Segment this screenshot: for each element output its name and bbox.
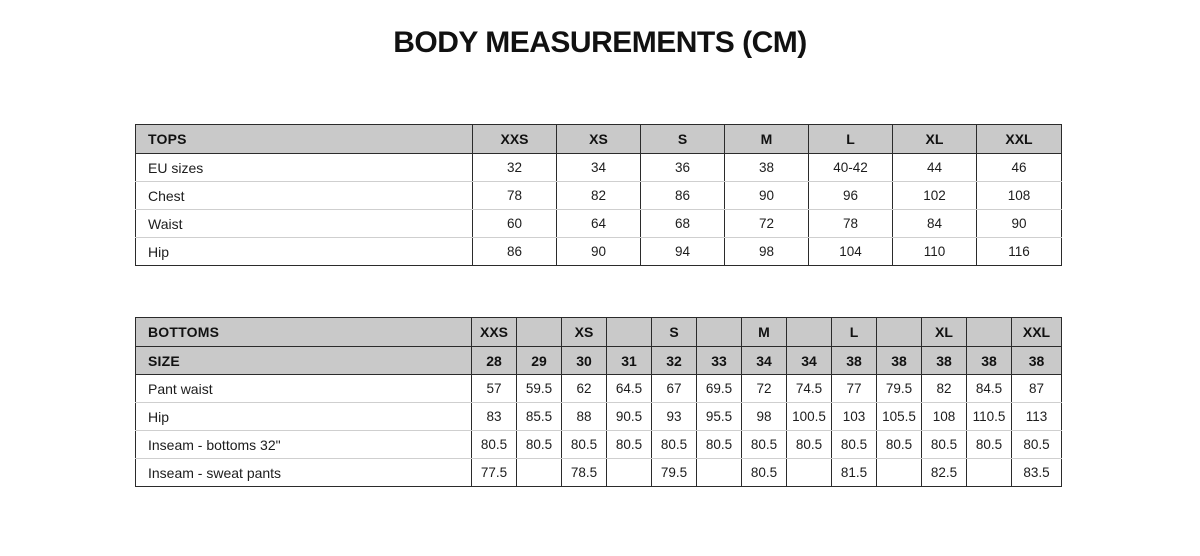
bottoms-subheader-cell: 32: [652, 347, 697, 375]
tops-header-xxs: XXS: [473, 125, 557, 154]
bottoms-header-xxs: XXS: [472, 318, 517, 347]
table-row: [136, 403, 1062, 431]
bottoms-header-blank: [787, 318, 832, 347]
tops-cell: 90: [725, 182, 809, 210]
table-row: [136, 238, 1062, 266]
bottoms-cell: [697, 459, 742, 487]
bottoms-cell: 69.5: [697, 375, 742, 403]
bottoms-header-xs: XS: [562, 318, 607, 347]
tops-cell: 68: [641, 210, 725, 238]
bottoms-cell: 78.5: [562, 459, 607, 487]
tops-cell: 46: [977, 154, 1062, 182]
bottoms-header-label: BOTTOMS: [136, 318, 472, 347]
bottoms-cell: 67: [652, 375, 697, 403]
bottoms-cell: 72: [742, 375, 787, 403]
bottoms-subheader-cell: 29: [517, 347, 562, 375]
bottoms-row-label: Hip: [136, 403, 472, 431]
bottoms-cell: 82: [922, 375, 967, 403]
bottoms-subheader-cell: 31: [607, 347, 652, 375]
tops-row-label: Hip: [136, 238, 473, 266]
bottoms-cell: 82.5: [922, 459, 967, 487]
table-row: [136, 431, 1062, 459]
tops-row-label: EU sizes: [136, 154, 473, 182]
bottoms-cell: 80.5: [472, 431, 517, 459]
tops-header-label: TOPS: [136, 125, 473, 154]
bottoms-cell: [607, 459, 652, 487]
bottoms-cell: 105.5: [877, 403, 922, 431]
tops-cell: 84: [893, 210, 977, 238]
table-row: [136, 375, 1062, 403]
tops-cell: 90: [557, 238, 641, 266]
tops-header-m: M: [725, 125, 809, 154]
bottoms-cell: 77: [832, 375, 877, 403]
bottoms-size-table: [135, 317, 1062, 487]
bottoms-cell: 98: [742, 403, 787, 431]
bottoms-cell: [517, 459, 562, 487]
bottoms-cell: 80.5: [607, 431, 652, 459]
bottoms-subheader-cell: 38: [877, 347, 922, 375]
bottoms-cell: 77.5: [472, 459, 517, 487]
bottoms-subheader-cell: 38: [1012, 347, 1062, 375]
bottoms-subheader-cell: 28: [472, 347, 517, 375]
bottoms-cell: 80.5: [742, 431, 787, 459]
bottoms-cell: 80.5: [517, 431, 562, 459]
tops-cell: 104: [809, 238, 893, 266]
bottoms-cell: 90.5: [607, 403, 652, 431]
table-row: [136, 459, 1062, 487]
bottoms-cell: 93: [652, 403, 697, 431]
bottoms-header-l: L: [832, 318, 877, 347]
tops-cell: 72: [725, 210, 809, 238]
tops-header-xl: XL: [893, 125, 977, 154]
tops-cell: 60: [473, 210, 557, 238]
tops-cell: 110: [893, 238, 977, 266]
tops-cell: 32: [473, 154, 557, 182]
tops-row-label: Chest: [136, 182, 473, 210]
bottoms-cell: 88: [562, 403, 607, 431]
bottoms-header-m: M: [742, 318, 787, 347]
tops-cell: 96: [809, 182, 893, 210]
bottoms-cell: 79.5: [877, 375, 922, 403]
tops-cell: 98: [725, 238, 809, 266]
tops-header-l: L: [809, 125, 893, 154]
bottoms-cell: 80.5: [922, 431, 967, 459]
bottoms-cell: 81.5: [832, 459, 877, 487]
bottoms-cell: [787, 459, 832, 487]
tops-cell: 78: [473, 182, 557, 210]
tops-cell: 44: [893, 154, 977, 182]
tops-cell: 94: [641, 238, 725, 266]
table-row: [136, 182, 1062, 210]
bottoms-cell: 80.5: [697, 431, 742, 459]
table-row: [136, 210, 1062, 238]
bottoms-cell: 80.5: [652, 431, 697, 459]
bottoms-cell: 103: [832, 403, 877, 431]
bottoms-row-label: Inseam - bottoms 32": [136, 431, 472, 459]
bottoms-subheader-cell: 30: [562, 347, 607, 375]
tops-cell: 86: [641, 182, 725, 210]
bottoms-cell: 62: [562, 375, 607, 403]
tops-cell: 82: [557, 182, 641, 210]
bottoms-cell: 83: [472, 403, 517, 431]
bottoms-cell: 80.5: [787, 431, 832, 459]
bottoms-header-blank: [877, 318, 922, 347]
bottoms-cell: 80.5: [832, 431, 877, 459]
bottoms-subheader-row: [136, 347, 1062, 375]
page-title: BODY MEASUREMENTS (CM): [393, 26, 807, 59]
bottoms-subheader-cell: 33: [697, 347, 742, 375]
bottoms-cell: 84.5: [967, 375, 1012, 403]
tops-cell: 90: [977, 210, 1062, 238]
bottoms-header-s: S: [652, 318, 697, 347]
tops-row-label: Waist: [136, 210, 473, 238]
tops-cell: 86: [473, 238, 557, 266]
tops-header-s: S: [641, 125, 725, 154]
bottoms-header-blank: [967, 318, 1012, 347]
bottoms-cell: 80.5: [562, 431, 607, 459]
tops-cell: 34: [557, 154, 641, 182]
tops-cell: 116: [977, 238, 1062, 266]
tops-cell: 102: [893, 182, 977, 210]
tops-cell: 36: [641, 154, 725, 182]
bottoms-subheader-cell: 34: [742, 347, 787, 375]
tops-header-row: [136, 125, 1062, 154]
tops-cell: 40-42: [809, 154, 893, 182]
bottoms-subheader-cell: 38: [922, 347, 967, 375]
bottoms-cell: [877, 459, 922, 487]
tops-size-table: [135, 124, 1062, 266]
bottoms-cell: 74.5: [787, 375, 832, 403]
bottoms-cell: 113: [1012, 403, 1062, 431]
bottoms-cell: 100.5: [787, 403, 832, 431]
tops-cell: 78: [809, 210, 893, 238]
bottoms-header-blank: [607, 318, 652, 347]
bottoms-cell: 85.5: [517, 403, 562, 431]
bottoms-subheader-cell: 38: [832, 347, 877, 375]
bottoms-row-label: Inseam - sweat pants: [136, 459, 472, 487]
tops-cell: 108: [977, 182, 1062, 210]
bottoms-subheader-label: SIZE: [136, 347, 472, 375]
bottoms-header-blank: [697, 318, 742, 347]
bottoms-cell: 80.5: [742, 459, 787, 487]
bottoms-cell: 110.5: [967, 403, 1012, 431]
bottoms-cell: 80.5: [967, 431, 1012, 459]
bottoms-cell: 87: [1012, 375, 1062, 403]
bottoms-cell: 95.5: [697, 403, 742, 431]
bottoms-cell: 79.5: [652, 459, 697, 487]
tops-cell: 38: [725, 154, 809, 182]
bottoms-header-row: [136, 318, 1062, 347]
bottoms-cell: 80.5: [877, 431, 922, 459]
tops-header-xs: XS: [557, 125, 641, 154]
bottoms-subheader-cell: 34: [787, 347, 832, 375]
tops-cell: 64: [557, 210, 641, 238]
bottoms-header-blank: [517, 318, 562, 347]
bottoms-cell: 57: [472, 375, 517, 403]
bottoms-header-xl: XL: [922, 318, 967, 347]
bottoms-cell: 83.5: [1012, 459, 1062, 487]
bottoms-subheader-cell: 38: [967, 347, 1012, 375]
bottoms-row-label: Pant waist: [136, 375, 472, 403]
bottoms-cell: 108: [922, 403, 967, 431]
bottoms-header-xxl: XXL: [1012, 318, 1062, 347]
bottoms-cell: 80.5: [1012, 431, 1062, 459]
bottoms-cell: [967, 459, 1012, 487]
table-row: [136, 154, 1062, 182]
tops-header-xxl: XXL: [977, 125, 1062, 154]
bottoms-cell: 64.5: [607, 375, 652, 403]
bottoms-cell: 59.5: [517, 375, 562, 403]
